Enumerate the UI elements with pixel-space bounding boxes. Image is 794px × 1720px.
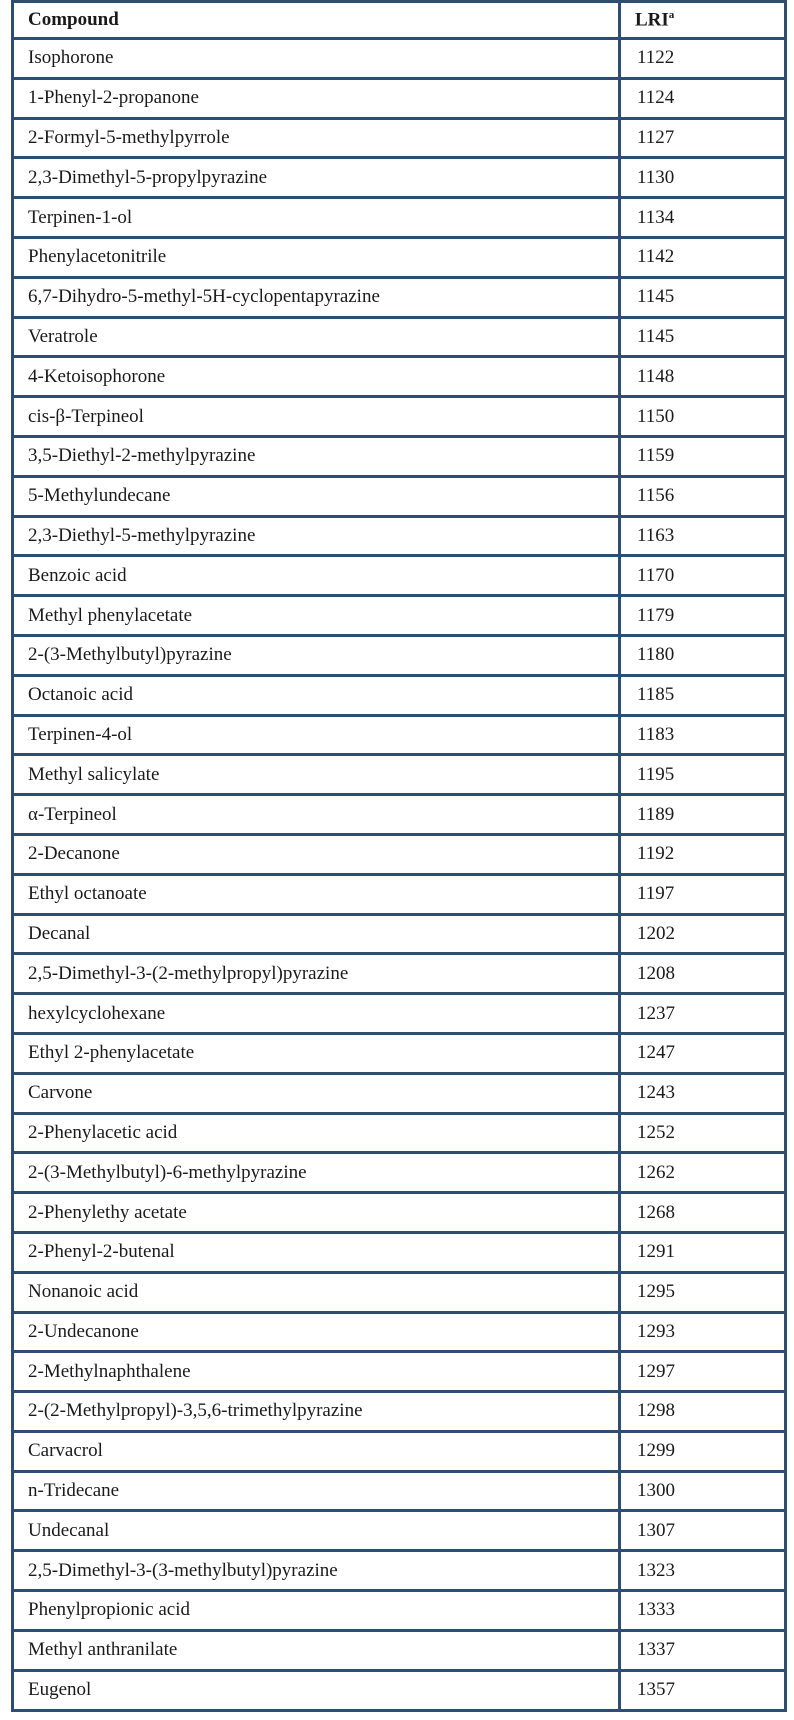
compound-cell: α-Terpineol <box>13 795 620 835</box>
lri-cell: 1189 <box>620 795 786 835</box>
lri-cell: 1197 <box>620 874 786 914</box>
table-row <box>13 1312 786 1352</box>
table-row <box>13 397 786 437</box>
table-row <box>13 118 786 158</box>
lri-cell: 1185 <box>620 675 786 715</box>
compound-cell: 2-(3-Methylbutyl)pyrazine <box>13 635 620 675</box>
table-row <box>13 675 786 715</box>
lri-cell: 1163 <box>620 516 786 556</box>
lri-cell: 1243 <box>620 1073 786 1113</box>
compound-cell: 2-Phenylethy acetate <box>13 1193 620 1233</box>
lri-cell: 1127 <box>620 118 786 158</box>
lri-cell: 1299 <box>620 1431 786 1471</box>
compound-cell: Carvone <box>13 1073 620 1113</box>
table-row <box>13 1591 786 1631</box>
lri-cell: 1252 <box>620 1113 786 1153</box>
compound-cell: 5-Methylundecane <box>13 476 620 516</box>
table-row <box>13 1073 786 1113</box>
compound-cell: hexylcyclohexane <box>13 994 620 1034</box>
lri-cell: 1262 <box>620 1153 786 1193</box>
lri-cell: 1298 <box>620 1392 786 1432</box>
table-row <box>13 198 786 238</box>
lri-cell: 1195 <box>620 755 786 795</box>
compound-cell: 2-Phenyl-2-butenal <box>13 1232 620 1272</box>
compound-cell: 2-Methylnaphthalene <box>13 1352 620 1392</box>
table-row <box>13 914 786 954</box>
table-header-row <box>13 2 786 39</box>
compound-cell: 2-Undecanone <box>13 1312 620 1352</box>
table-row <box>13 1153 786 1193</box>
lri-cell: 1357 <box>620 1670 786 1710</box>
table-row <box>13 357 786 397</box>
lri-cell: 1300 <box>620 1471 786 1511</box>
compound-cell: 2,3-Diethyl-5-methylpyrazine <box>13 516 620 556</box>
table-row <box>13 954 786 994</box>
compound-cell: Ethyl 2-phenylacetate <box>13 1033 620 1073</box>
compound-cell: Terpinen-1-ol <box>13 198 620 238</box>
lri-cell: 1122 <box>620 39 786 79</box>
table-row <box>13 635 786 675</box>
lri-cell: 1130 <box>620 158 786 198</box>
lri-cell: 1208 <box>620 954 786 994</box>
table-row <box>13 1471 786 1511</box>
lri-cell: 1237 <box>620 994 786 1034</box>
table-row <box>13 1670 786 1710</box>
compound-cell: 3,5-Diethyl-2-methylpyrazine <box>13 436 620 476</box>
compound-cell: Undecanal <box>13 1511 620 1551</box>
lri-cell: 1179 <box>620 596 786 636</box>
compound-cell: Ethyl octanoate <box>13 874 620 914</box>
compound-cell: Isophorone <box>13 39 620 79</box>
compound-cell: 1-Phenyl-2-propanone <box>13 78 620 118</box>
header-compound: Compound <box>13 2 620 39</box>
lri-cell: 1291 <box>620 1232 786 1272</box>
compound-cell: Veratrole <box>13 317 620 357</box>
table-row <box>13 994 786 1034</box>
compound-cell: 2,3-Dimethyl-5-propylpyrazine <box>13 158 620 198</box>
table-row <box>13 874 786 914</box>
table-row <box>13 1431 786 1471</box>
lri-cell: 1159 <box>620 436 786 476</box>
lri-cell: 1247 <box>620 1033 786 1073</box>
lri-cell: 1134 <box>620 198 786 238</box>
table-row <box>13 39 786 79</box>
compound-cell: 2-(3-Methylbutyl)-6-methylpyrazine <box>13 1153 620 1193</box>
header-lri-footnote-mark: a <box>668 8 675 21</box>
compound-cell: Eugenol <box>13 1670 620 1710</box>
compound-cell: cis-β-Terpineol <box>13 397 620 437</box>
lri-cell: 1295 <box>620 1272 786 1312</box>
table-row <box>13 715 786 755</box>
compound-cell: Methyl anthranilate <box>13 1630 620 1670</box>
table-row <box>13 516 786 556</box>
lri-cell: 1333 <box>620 1591 786 1631</box>
table-row <box>13 556 786 596</box>
table-row <box>13 1551 786 1591</box>
lri-cell: 1268 <box>620 1193 786 1233</box>
table-row <box>13 158 786 198</box>
header-lri <box>620 2 786 39</box>
lri-cell: 1145 <box>620 277 786 317</box>
lri-cell: 1323 <box>620 1551 786 1591</box>
table-row <box>13 1113 786 1153</box>
compound-cell: 2-Formyl-5-methylpyrrole <box>13 118 620 158</box>
table-row <box>13 596 786 636</box>
table-row <box>13 277 786 317</box>
lri-cell: 1297 <box>620 1352 786 1392</box>
header-lri-label: LRI <box>635 9 669 31</box>
compound-cell: Octanoic acid <box>13 675 620 715</box>
lri-cell: 1307 <box>620 1511 786 1551</box>
lri-cell: 1293 <box>620 1312 786 1352</box>
lri-cell: 1192 <box>620 834 786 874</box>
table-row <box>13 436 786 476</box>
compound-cell: Nonanoic acid <box>13 1272 620 1312</box>
compound-cell: Phenylpropionic acid <box>13 1591 620 1631</box>
compound-lri-table <box>11 0 787 1712</box>
compound-cell: 2-Decanone <box>13 834 620 874</box>
compound-cell: Carvacrol <box>13 1431 620 1471</box>
table-row <box>13 476 786 516</box>
compound-cell: Terpinen-4-ol <box>13 715 620 755</box>
compound-cell: 4-Ketoisophorone <box>13 357 620 397</box>
lri-cell: 1156 <box>620 476 786 516</box>
lri-cell: 1183 <box>620 715 786 755</box>
compound-cell: Methyl salicylate <box>13 755 620 795</box>
compound-cell: Decanal <box>13 914 620 954</box>
compound-cell: 2-(2-Methylpropyl)-3,5,6-trimethylpyrazine <box>13 1392 620 1432</box>
lri-cell: 1150 <box>620 397 786 437</box>
table-row <box>13 1033 786 1073</box>
lri-cell: 1337 <box>620 1630 786 1670</box>
compound-cell: 6,7-Dihydro-5-methyl-5H-cyclopentapyrazine <box>13 277 620 317</box>
table-row <box>13 795 786 835</box>
compound-cell: Methyl phenylacetate <box>13 596 620 636</box>
lri-cell: 1145 <box>620 317 786 357</box>
table-row <box>13 1511 786 1551</box>
lri-cell: 1142 <box>620 237 786 277</box>
table-row <box>13 317 786 357</box>
lri-cell: 1170 <box>620 556 786 596</box>
lri-cell: 1124 <box>620 78 786 118</box>
table-row <box>13 755 786 795</box>
table-row <box>13 1193 786 1233</box>
compound-cell: 2-Phenylacetic acid <box>13 1113 620 1153</box>
compound-cell: Benzoic acid <box>13 556 620 596</box>
table-row <box>13 1392 786 1432</box>
lri-cell: 1180 <box>620 635 786 675</box>
compound-cell: n-Tridecane <box>13 1471 620 1511</box>
table-row <box>13 237 786 277</box>
table-row <box>13 1272 786 1312</box>
table-row <box>13 1630 786 1670</box>
lri-cell: 1148 <box>620 357 786 397</box>
compound-cell: Phenylacetonitrile <box>13 237 620 277</box>
table-row <box>13 1232 786 1272</box>
table-row <box>13 834 786 874</box>
table-row <box>13 1352 786 1392</box>
compound-cell: 2,5-Dimethyl-3-(2-methylpropyl)pyrazine <box>13 954 620 994</box>
table-row <box>13 78 786 118</box>
table-body <box>13 39 786 1711</box>
lri-cell: 1202 <box>620 914 786 954</box>
compound-cell: 2,5-Dimethyl-3-(3-methylbutyl)pyrazine <box>13 1551 620 1591</box>
